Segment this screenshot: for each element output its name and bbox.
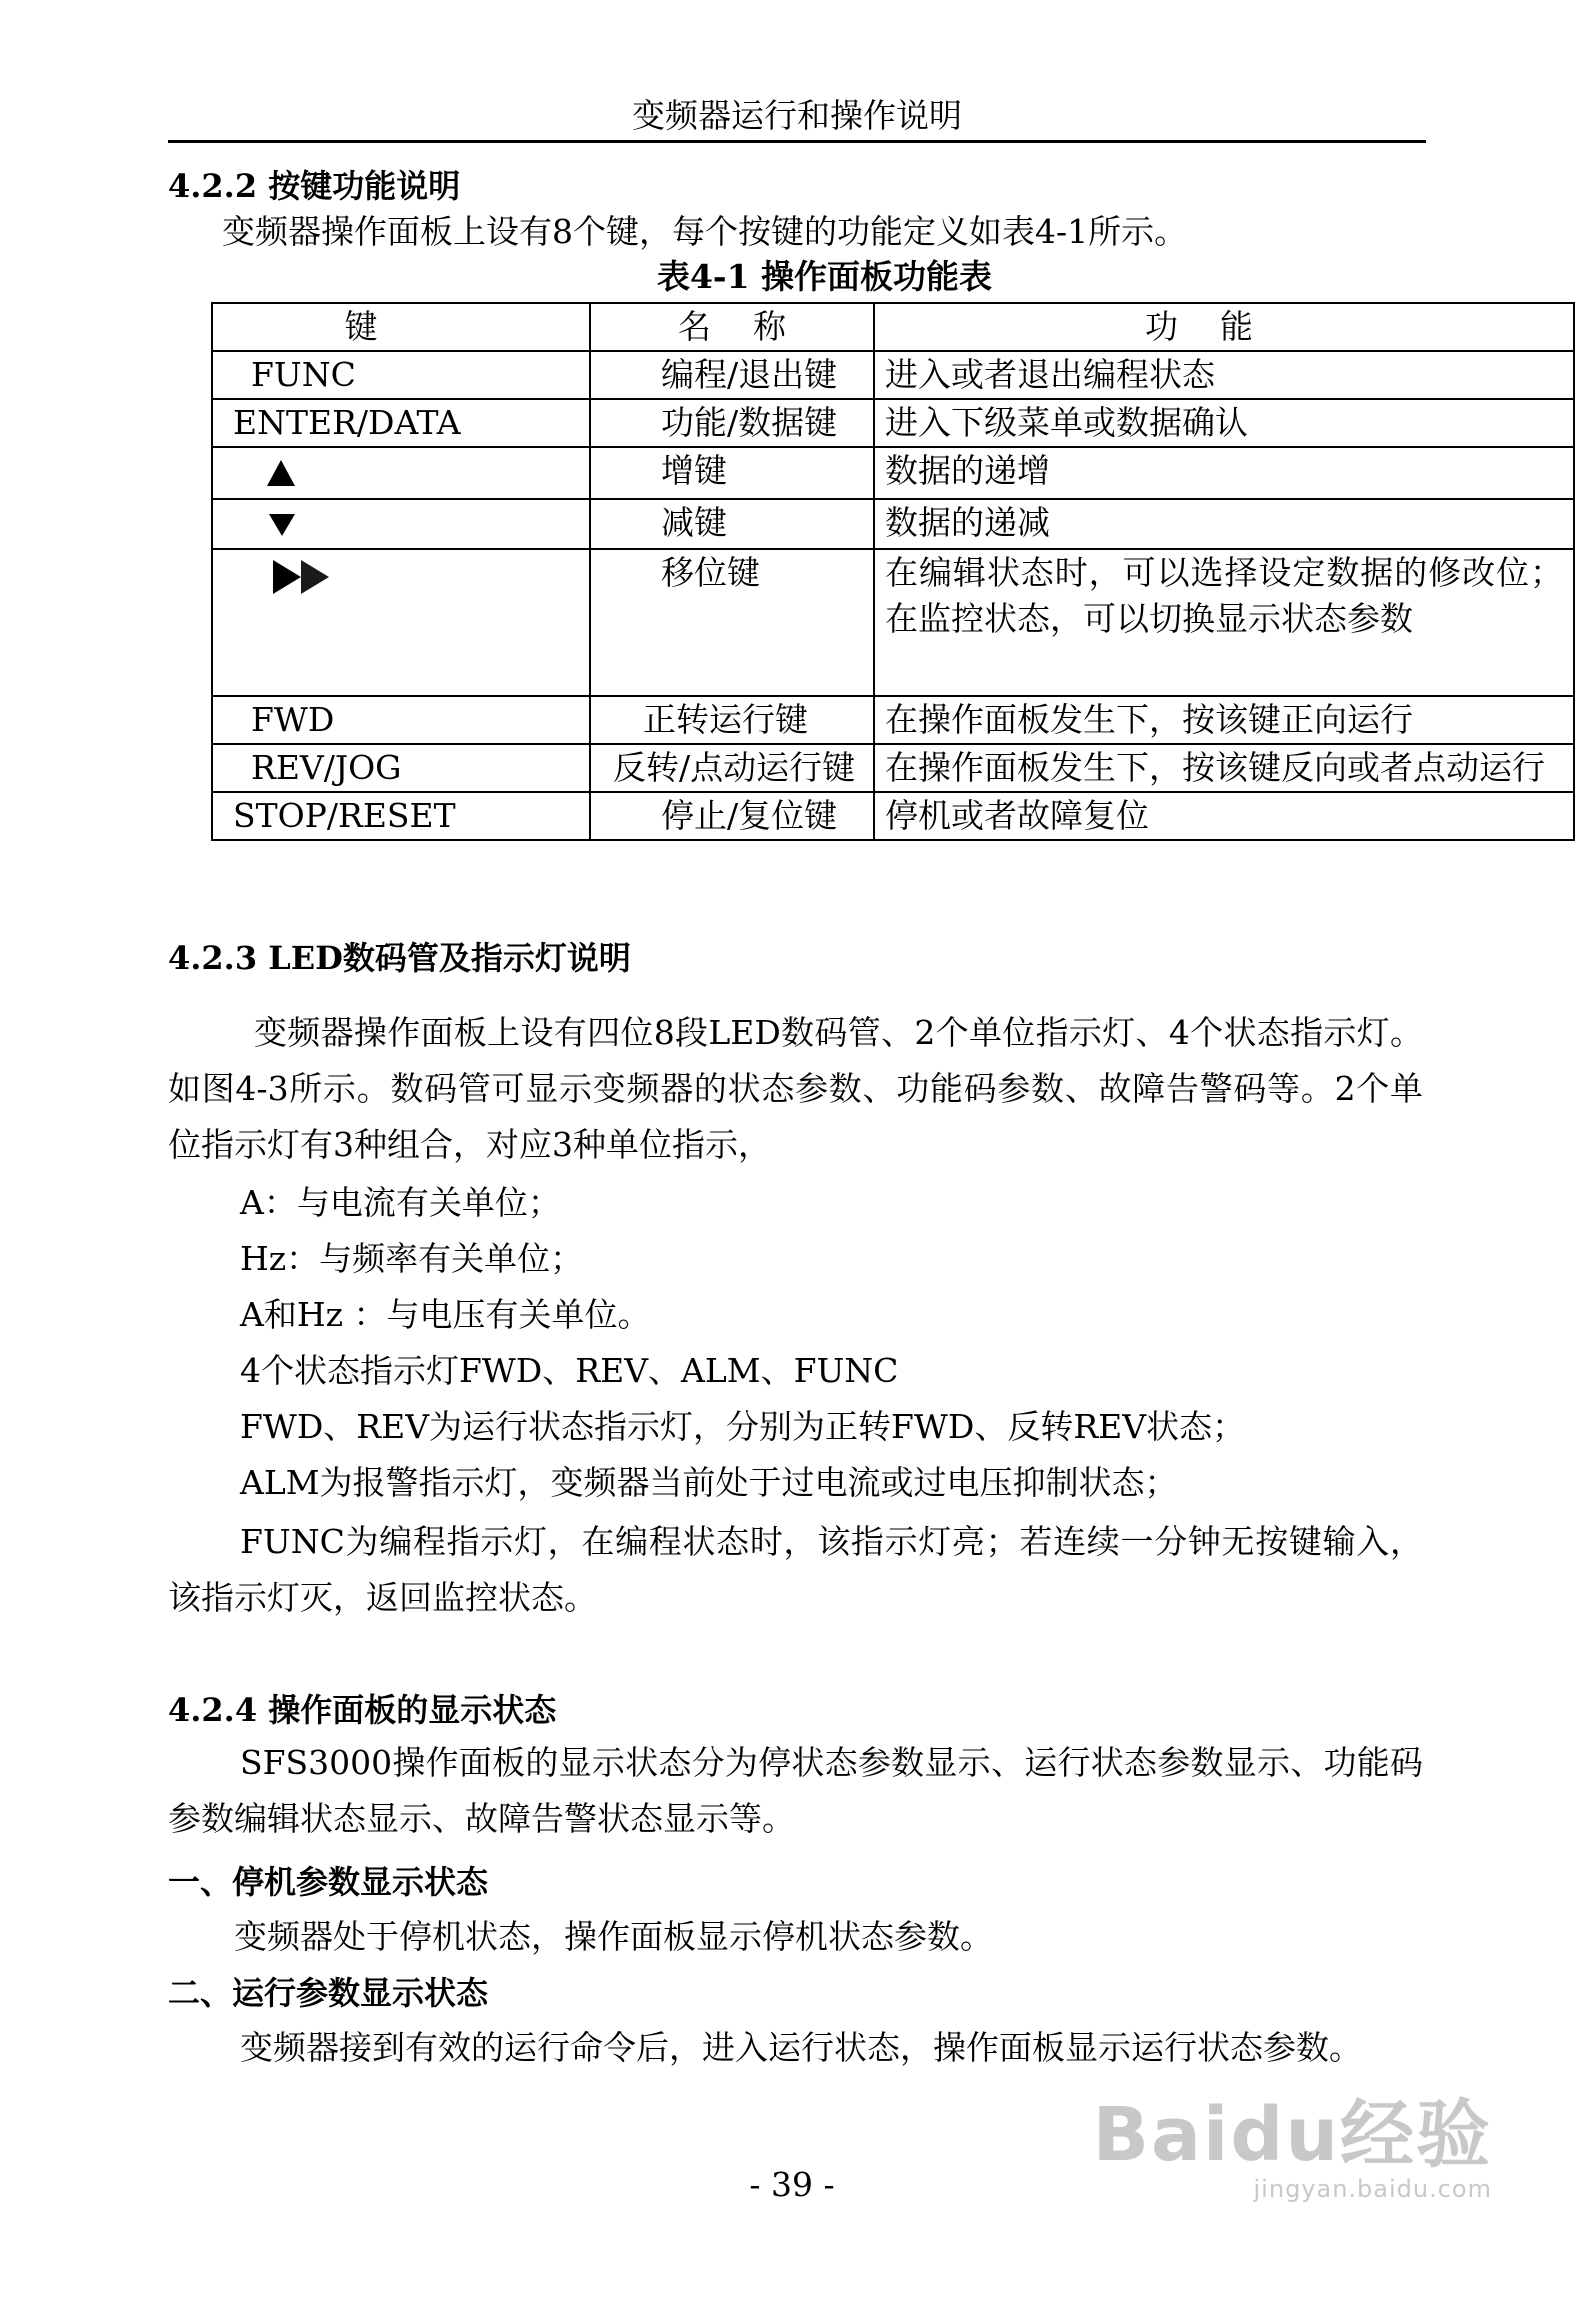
key-function-table xyxy=(211,302,1575,841)
run-display-text: 变频器接到有效的运行命令后，进入运行状态，操作面板显示运行状态参数。 xyxy=(240,2028,1362,2067)
baidu-watermark xyxy=(1092,2092,1492,2203)
up-triangle-icon xyxy=(267,460,295,486)
name-cell: 反转/点动运行键 xyxy=(590,744,874,792)
function-cell: 在操作面板发生下，按该键反向或者点动运行 xyxy=(874,744,1574,792)
name-cell: 功能/数据键 xyxy=(590,399,874,447)
fwd-rev-line: FWD、REV为运行状态指示灯，分别为正转FWD、反转REV状态； xyxy=(240,1407,1246,1446)
name-cell: 停止/复位键 xyxy=(590,792,874,840)
key-cell: REV/JOG xyxy=(212,744,590,792)
unit-hz-line: Hz：与频率有关单位； xyxy=(240,1239,584,1278)
section-4-2-3-heading: 4.2.3 LED数码管及指示灯说明 xyxy=(168,939,631,977)
key-cell xyxy=(212,499,590,549)
header-key: 键 xyxy=(212,303,590,351)
table-row xyxy=(212,549,1574,696)
name-cell: 编程/退出键 xyxy=(590,351,874,399)
double-right-triangle-icon xyxy=(273,560,579,594)
function-cell: 进入或者退出编程状态 xyxy=(874,351,1574,399)
header-name: 名 称 xyxy=(590,303,874,351)
status-lights-line: 4个状态指示灯FWD、REV、ALM、FUNC xyxy=(240,1351,899,1390)
watermark-logo: Baidu经验 xyxy=(1092,2092,1492,2178)
function-cell: 数据的递增 xyxy=(874,447,1574,499)
header-function: 功 能 xyxy=(874,303,1574,351)
name-cell: 正转运行键 xyxy=(590,696,874,744)
section-4-2-2-intro: 变频器操作面板上设有8个键，每个按键的功能定义如表4-1所示。 xyxy=(222,212,1188,251)
stop-display-heading: 一、停机参数显示状态 xyxy=(168,1863,489,1901)
down-triangle-icon xyxy=(269,514,295,536)
function-cell: 停机或者故障复位 xyxy=(874,792,1574,840)
run-display-heading: 二、运行参数显示状态 xyxy=(168,1974,489,2012)
alm-line: ALM为报警指示灯，变频器当前处于过电流或过电压抑制状态； xyxy=(240,1463,1178,1502)
table-header-row xyxy=(212,303,1574,351)
page-header: 变频器运行和操作说明 xyxy=(168,96,1426,143)
table-row xyxy=(212,792,1574,840)
table-row xyxy=(212,744,1574,792)
function-cell: 在操作面板发生下，按该键正向运行 xyxy=(874,696,1574,744)
table-row xyxy=(212,447,1574,499)
function-cell: 数据的递减 xyxy=(874,499,1574,549)
function-cell: 进入下级菜单或数据确认 xyxy=(874,399,1574,447)
page-number: - 39 - xyxy=(749,2165,835,2204)
key-cell: ENTER/DATA xyxy=(212,399,590,447)
key-cell xyxy=(212,549,590,696)
section-4-2-2-heading: 4.2.2 按键功能说明 xyxy=(168,167,461,205)
key-cell: FUNC xyxy=(212,351,590,399)
key-cell: FWD xyxy=(212,696,590,744)
function-cell: 在编辑状态时，可以选择设定数据的修改位；在监控状态，可以切换显示状态参数 xyxy=(874,549,1574,696)
table-row xyxy=(212,399,1574,447)
stop-display-text: 变频器处于停机状态，操作面板显示停机状态参数。 xyxy=(234,1917,993,1956)
table-row xyxy=(212,499,1574,549)
table-row xyxy=(212,696,1574,744)
watermark-url: jingyan.baidu.com xyxy=(1253,2175,1492,2203)
func-light-paragraph: FUNC为编程指示灯，在编程状态时，该指示灯亮；若连续一分钟无按键输入，该指示灯灭，返回监控状态。 xyxy=(168,1522,1423,1617)
table-row xyxy=(212,351,1574,399)
table-caption: 表4-1 操作面板功能表 xyxy=(656,257,993,296)
name-cell: 减键 xyxy=(590,499,874,549)
name-cell: 增键 xyxy=(590,447,874,499)
section-4-2-4-paragraph: SFS3000操作面板的显示状态分为停状态参数显示、运行状态参数显示、功能码参数编辑状态显示、故障告警状态显示等。 xyxy=(168,1743,1423,1838)
key-cell xyxy=(212,447,590,499)
unit-a-line: A：与电流有关单位； xyxy=(240,1183,561,1222)
section-4-2-4-heading: 4.2.4 操作面板的显示状态 xyxy=(168,1691,557,1729)
section-4-2-3-paragraph: 变频器操作面板上设有四位8段LED数码管、2个单位指示灯、4个状态指示灯。如图4-3所示。数码管可显示变频器的状态参数、功能码参数、故障告警码等。2个单位指示灯有3种组合，对应3种单位指示， xyxy=(168,1013,1423,1164)
name-cell: 移位键 xyxy=(590,549,874,696)
unit-a-hz-line: A和Hz ：与电压有关单位。 xyxy=(240,1295,651,1334)
key-cell: STOP/RESET xyxy=(212,792,590,840)
